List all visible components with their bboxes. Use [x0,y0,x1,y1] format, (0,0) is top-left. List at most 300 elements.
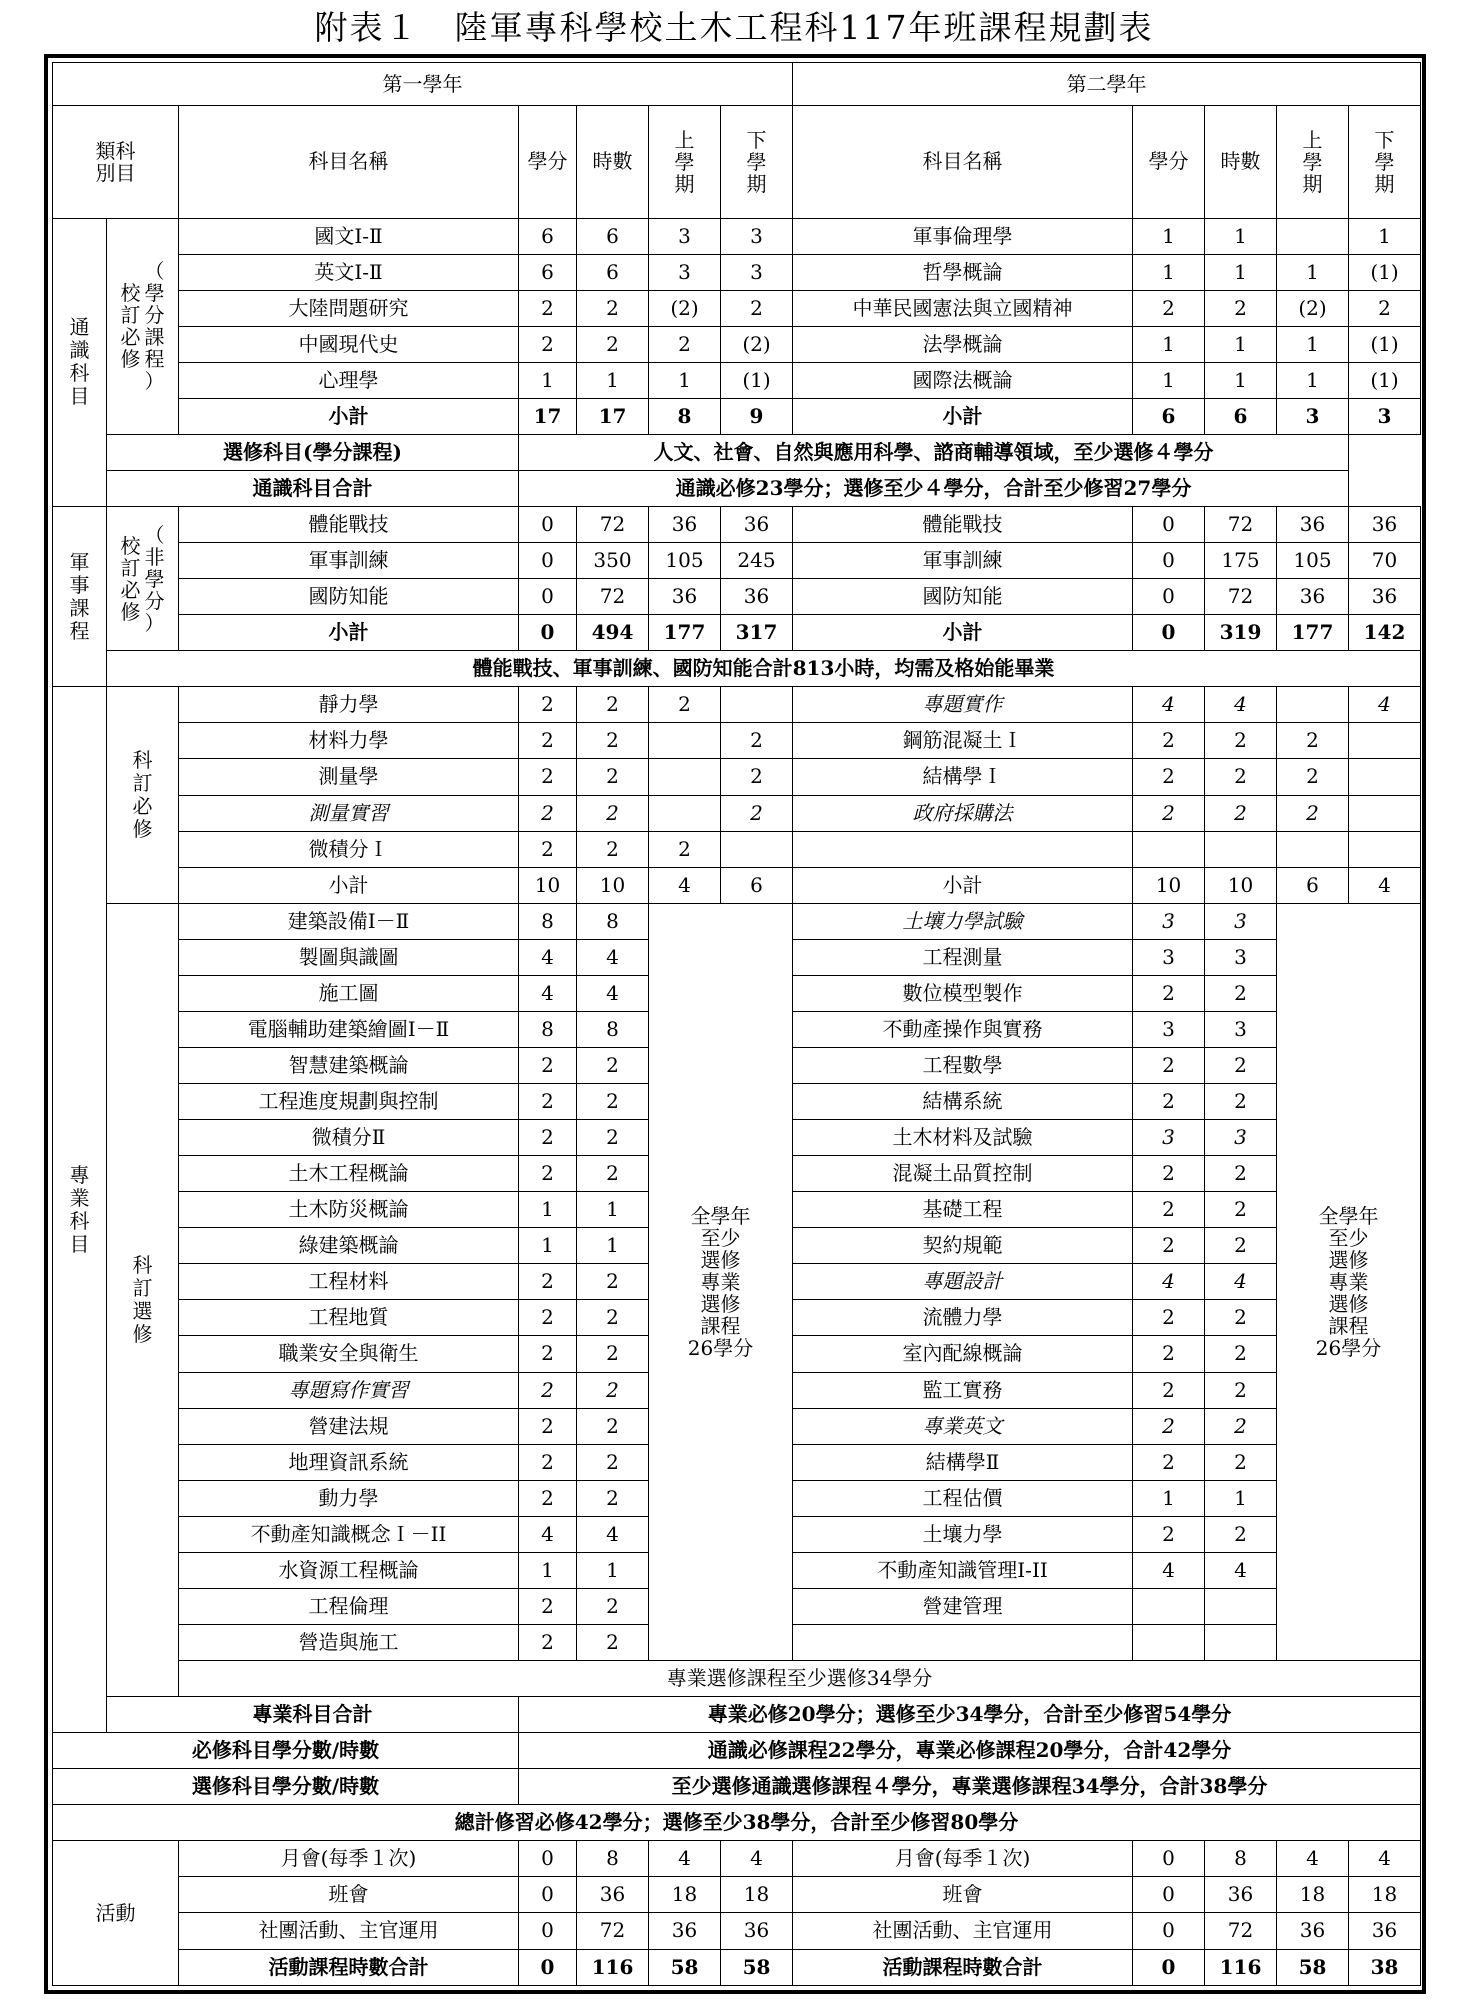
value-cell: 58 [649,1949,721,1986]
value-cell: 6 [519,254,577,290]
value-cell: 2 [577,1588,649,1624]
value-cell: 2 [577,326,649,362]
value-cell: 17 [577,398,649,434]
value-cell: 2 [577,1264,649,1300]
table-row [53,326,1421,362]
value-cell: 9 [721,398,793,434]
vertical-char: 上 [674,127,695,152]
subject-name: 軍事倫理學 [793,218,1133,254]
value-cell: 1 [1349,218,1421,254]
value-cell: 72 [577,579,649,615]
value-cell: 2 [1205,759,1277,795]
table-row [53,1877,1421,1913]
value-cell [1133,1624,1205,1660]
subject-name: 政府採購法 [793,795,1133,831]
subject-name: 施工圖 [179,975,519,1011]
value-cell: 2 [577,723,649,759]
value-cell: 36 [1349,579,1421,615]
value-cell: 2 [1205,1336,1277,1372]
value-cell: 2 [519,723,577,759]
value-cell: 3 [1205,903,1277,939]
value-cell: 245 [721,543,793,579]
value-cell: 0 [1133,1877,1205,1913]
note-line: 選修 [700,1291,741,1316]
subject-name: 職業安全與衛生 [179,1336,519,1372]
value-cell: 72 [577,1913,649,1949]
value-cell: 2 [519,290,577,326]
subject-name: 工程材料 [179,1264,519,1300]
value-cell: 2 [1133,1156,1205,1192]
value-cell: 1 [1205,218,1277,254]
vertical-char: 期 [674,171,695,196]
subject-name: 英文Ⅰ-Ⅱ [179,254,519,290]
subject-name-header: 科目名稱 [793,106,1133,218]
table-row [53,579,1421,615]
value-cell: 2 [1133,1408,1205,1444]
vertical-char: 目 [69,384,90,409]
value-cell: 2 [577,1444,649,1480]
subject-name: 結構學Ⅱ [793,1444,1133,1480]
value-cell: 2 [519,831,577,867]
subject-name: 測量學 [179,759,519,795]
subject-name: 體能戰技 [179,507,519,543]
value-cell: 2 [1133,795,1205,831]
value-cell: 8 [577,1011,649,1047]
vertical-char: 科 [69,1208,90,1233]
table-row [53,651,1421,687]
value-cell: 4 [577,1516,649,1552]
value-cell: 2 [519,1047,577,1083]
value-cell: 2 [1205,723,1277,759]
value-cell: 2 [1205,1300,1277,1336]
value-cell: 2 [1277,795,1349,831]
subject-name: 土木防災概論 [179,1192,519,1228]
subject-name: 國防知能 [179,579,519,615]
value-cell [1349,831,1421,867]
value-cell [1349,795,1421,831]
elective-semester-note-year1 [649,903,793,1660]
vertical-char: 修 [120,599,141,624]
value-cell: 2 [721,759,793,795]
value-cell: 1 [577,1552,649,1588]
value-cell: 3 [1133,903,1205,939]
value-cell: 72 [1205,507,1277,543]
subject-name: 鋼筋混凝土Ｉ [793,723,1133,759]
subject-name: 工程測量 [793,939,1133,975]
second-semester-header [1349,106,1421,218]
value-cell: 6 [1133,398,1205,434]
page-title: 附表１ 陸軍專科學校土木工程科117年班課程規劃表 [314,8,1154,47]
value-cell: 142 [1349,615,1421,651]
value-cell: 2 [577,1084,649,1120]
vertical-char: 事 [69,572,90,597]
value-cell: 2 [577,1156,649,1192]
value-cell: 2 [519,1444,577,1480]
value-cell: 2 [577,1480,649,1516]
vertical-char: 識 [69,338,90,363]
table-row [53,615,1421,651]
value-cell: 18 [1349,1877,1421,1913]
value-cell: 2 [519,759,577,795]
elective-summary-text: 至少選修通識選修課程４學分，專業選修課程34學分，合計38學分 [519,1769,1421,1805]
value-cell: 177 [1277,615,1349,651]
subject-name: 結構系統 [793,1084,1133,1120]
value-cell: 4 [1349,1841,1421,1877]
value-cell: 3 [1133,939,1205,975]
subject-name: 中國現代史 [179,326,519,362]
table-row [53,434,1421,470]
value-cell: 2 [1133,1336,1205,1372]
professional-category-label [53,687,107,1733]
value-cell: 116 [1205,1949,1277,1986]
table-row [53,543,1421,579]
value-cell: 2 [519,1372,577,1408]
subject-name: 測量實習 [179,795,519,831]
subject-name: 工程數學 [793,1047,1133,1083]
value-cell: (1) [1349,326,1421,362]
subject-name: 營造與施工 [179,1624,519,1660]
value-cell: 2 [1205,1444,1277,1480]
value-cell: 1 [1277,362,1349,398]
second-semester-header [721,106,793,218]
subject-name: 體能戰技 [793,507,1133,543]
vertical-char: 科 [69,361,90,386]
value-cell: 2 [1133,1300,1205,1336]
value-cell: 18 [1277,1877,1349,1913]
value-cell: 3 [721,218,793,254]
value-cell: (2) [721,326,793,362]
vertical-char: 必 [120,325,141,350]
value-cell: 0 [519,615,577,651]
general-total-label: 通識科目合計 [107,470,519,506]
value-cell: 0 [1133,579,1205,615]
value-cell: 2 [577,1120,649,1156]
value-cell [1205,1624,1277,1660]
required-summary-label: 必修科目學分數/時數 [53,1733,519,1769]
subject-name: 小計 [793,867,1133,903]
value-cell: 2 [1205,1408,1277,1444]
subject-name: 數位模型製作 [793,975,1133,1011]
note-line: 至少 [1328,1225,1369,1250]
subject-name: 工程進度規劃與控制 [179,1084,519,1120]
table-row [53,470,1421,506]
value-cell: 0 [519,1841,577,1877]
category-header [53,106,179,218]
value-cell: 4 [1133,1552,1205,1588]
table-row [53,1769,1421,1805]
value-cell: 36 [1205,1877,1277,1913]
vertical-char: 期 [1302,171,1323,196]
value-cell: 1 [649,362,721,398]
subject-name: 社團活動、主官運用 [179,1913,519,1949]
value-cell: 2 [1205,795,1277,831]
value-cell: (1) [1349,254,1421,290]
value-cell: 3 [1133,1011,1205,1047]
value-cell: 0 [1133,1913,1205,1949]
professional-elective-label [107,903,179,1696]
value-cell: 1 [1205,362,1277,398]
value-cell: 0 [519,579,577,615]
note-line: 專業 [1328,1269,1369,1294]
value-cell: 2 [519,795,577,831]
value-cell: 1 [519,1552,577,1588]
value-cell: 2 [577,759,649,795]
subject-name: 不動產操作與實務 [793,1011,1133,1047]
credits-header: 學分 [519,106,577,218]
value-cell: 36 [649,507,721,543]
subject-name: 專題實作 [793,687,1133,723]
vertical-char: 課 [69,595,90,620]
general-sub-label [107,218,179,434]
value-cell: 6 [519,218,577,254]
value-cell: 58 [1277,1949,1349,1986]
subject-name: 土壤力學 [793,1516,1133,1552]
vertical-char: 學 [1302,149,1323,174]
value-cell: 1 [1133,218,1205,254]
subject-name: 月會(每季１次) [179,1841,519,1877]
value-cell: 2 [1205,1084,1277,1120]
value-cell [1277,218,1349,254]
subject-name: 活動課程時數合計 [179,1949,519,1986]
value-cell: 0 [519,1949,577,1986]
vertical-char: 通 [69,315,90,340]
professional-total-label: 專業科目合計 [107,1697,519,1733]
value-cell: 1 [1277,326,1349,362]
value-cell: 2 [577,1300,649,1336]
subject-name: 動力學 [179,1480,519,1516]
value-cell: 2 [1133,1192,1205,1228]
curriculum-table [52,62,1421,1986]
value-cell: 8 [519,903,577,939]
note-line: 選修 [1328,1247,1369,1272]
value-cell: 36 [721,579,793,615]
value-cell [1277,831,1349,867]
value-cell: 8 [577,1841,649,1877]
subject-name: 班會 [793,1877,1133,1913]
vertical-char: 期 [746,171,767,196]
value-cell: 2 [519,1156,577,1192]
value-cell: 0 [1133,543,1205,579]
subject-name: 室內配線概論 [793,1336,1133,1372]
general-elective-label: 選修科目(學分課程) [107,434,519,470]
value-cell: 36 [1277,579,1349,615]
note-line: 課程 [700,1313,741,1338]
value-cell: 36 [649,579,721,615]
value-cell: (1) [1349,362,1421,398]
value-cell: 317 [721,615,793,651]
table-row [53,507,1421,543]
table-row [53,759,1421,795]
note-line: 專業 [700,1269,741,1294]
subject-name: 流體力學 [793,1300,1133,1336]
hours-header: 時數 [577,106,649,218]
note-line: 全學年 [1318,1203,1379,1228]
subject-name: 基礎工程 [793,1192,1133,1228]
year1-header: 第一學年 [53,63,793,106]
vertical-char: 訂 [132,1275,153,1300]
value-cell: 6 [577,218,649,254]
header-line: 別目 [95,160,136,185]
value-cell: 70 [1349,543,1421,579]
vertical-char: 分 [144,588,165,613]
value-cell: 4 [1133,687,1205,723]
vertical-char: 修 [132,1321,153,1346]
note-line: 選修 [700,1247,741,1272]
subject-name: 微積分Ⅱ [179,1120,519,1156]
subject-name: 契約規範 [793,1228,1133,1264]
value-cell: 36 [721,1913,793,1949]
value-cell: 1 [1133,362,1205,398]
elective-semester-note-year2 [1277,903,1421,1660]
table-row [53,903,1421,939]
value-cell [649,759,721,795]
professional-total-text: 專業必修20學分；選修至少34學分，合計至少修習54學分 [519,1697,1421,1733]
value-cell [721,831,793,867]
value-cell: 2 [721,795,793,831]
table-row [53,1805,1421,1841]
value-cell: 2 [1205,1192,1277,1228]
subject-name [793,1624,1133,1660]
military-category-label [53,507,107,687]
table-row [53,106,1421,218]
value-cell: 6 [577,254,649,290]
value-cell: 2 [577,831,649,867]
value-cell: 36 [649,1913,721,1949]
value-cell: 2 [577,290,649,326]
value-cell [1133,1588,1205,1624]
value-cell: 2 [577,795,649,831]
vertical-char: 學 [674,149,695,174]
value-cell: 36 [1277,507,1349,543]
vertical-char: 目 [69,1231,90,1256]
first-semester-header [649,106,721,218]
value-cell [1277,687,1349,723]
note-line: 26學分 [687,1335,754,1360]
value-cell: 1 [1133,326,1205,362]
value-cell: 1 [1205,1480,1277,1516]
value-cell: 105 [649,543,721,579]
value-cell: 0 [519,1877,577,1913]
vertical-char: ） [144,369,165,394]
subject-name: 專題設計 [793,1264,1133,1300]
value-cell: 2 [519,687,577,723]
value-cell: 4 [1205,1552,1277,1588]
subject-name [793,831,1133,867]
value-cell: 0 [1133,615,1205,651]
value-cell: 10 [577,867,649,903]
value-cell [1205,831,1277,867]
value-cell [721,687,793,723]
value-cell: 0 [519,1913,577,1949]
value-cell: 6 [721,867,793,903]
subject-name: 大陸問題研究 [179,290,519,326]
subject-name: 營建法規 [179,1408,519,1444]
subject-name: 國防知能 [793,579,1133,615]
table-row [53,1733,1421,1769]
value-cell: 2 [649,326,721,362]
value-cell: 0 [519,507,577,543]
value-cell: 2 [577,1372,649,1408]
vertical-char: 程 [69,618,90,643]
vertical-char: （ [144,259,165,284]
value-cell: 3 [1349,398,1421,434]
subject-name: 專業英文 [793,1408,1133,1444]
table-row [53,290,1421,326]
value-cell: 0 [519,543,577,579]
value-cell: 2 [519,326,577,362]
table-row [53,1697,1421,1733]
value-cell: (2) [649,290,721,326]
value-cell: 1 [1133,1480,1205,1516]
vertical-char: 軍 [69,549,90,574]
curriculum-table-frame [44,54,1426,1994]
year2-header: 第二學年 [793,63,1421,106]
vertical-char: 科 [132,748,153,772]
value-cell: 1 [519,1228,577,1264]
value-cell: 4 [1349,867,1421,903]
value-cell: 2 [519,1300,577,1336]
value-cell: 2 [649,831,721,867]
subject-name: 活動課程時數合計 [793,1949,1133,1986]
value-cell: (2) [1277,290,1349,326]
general-category-label [53,218,107,507]
value-cell [1133,831,1205,867]
subject-name: 營建管理 [793,1588,1133,1624]
note-line: 課程 [1328,1313,1369,1338]
value-cell: 1 [1277,254,1349,290]
value-cell: 2 [1133,1444,1205,1480]
value-cell: 2 [519,1336,577,1372]
subject-name: 建築設備Ⅰ－Ⅱ [179,903,519,939]
value-cell: 2 [1277,723,1349,759]
subject-name: 社團活動、主官運用 [793,1913,1133,1949]
subject-name: 不動產知識管理I-II [793,1552,1133,1588]
professional-required-label [107,687,179,903]
value-cell: 1 [1205,326,1277,362]
table-row [53,1841,1421,1877]
subject-name: 材料力學 [179,723,519,759]
value-cell: 38 [1349,1949,1421,1986]
subject-name: 土木工程概論 [179,1156,519,1192]
value-cell: 3 [1133,1120,1205,1156]
value-cell: 2 [577,687,649,723]
subject-name: 小計 [793,615,1133,651]
vertical-char: 非 [144,544,165,569]
value-cell: 4 [519,939,577,975]
value-cell: 4 [577,939,649,975]
table-row [53,723,1421,759]
subject-name: 水資源工程概論 [179,1552,519,1588]
value-cell: 2 [1205,1156,1277,1192]
vertical-char: 修 [132,817,153,841]
value-cell [1349,723,1421,759]
value-cell: 105 [1277,543,1349,579]
subject-name: 月會(每季１次) [793,1841,1133,1877]
note-line: 26學分 [1315,1335,1382,1360]
value-cell: 3 [1205,1120,1277,1156]
value-cell: 6 [1277,867,1349,903]
value-cell: 72 [1205,579,1277,615]
subject-name: 軍事訓練 [793,543,1133,579]
value-cell [1349,759,1421,795]
value-cell: 3 [649,218,721,254]
value-cell: 2 [1205,1516,1277,1552]
vertical-char: 專 [69,1162,90,1187]
value-cell: 319 [1205,615,1277,651]
table-row [53,687,1421,723]
activity-label: 活動 [53,1841,179,1986]
value-cell: 2 [1133,723,1205,759]
